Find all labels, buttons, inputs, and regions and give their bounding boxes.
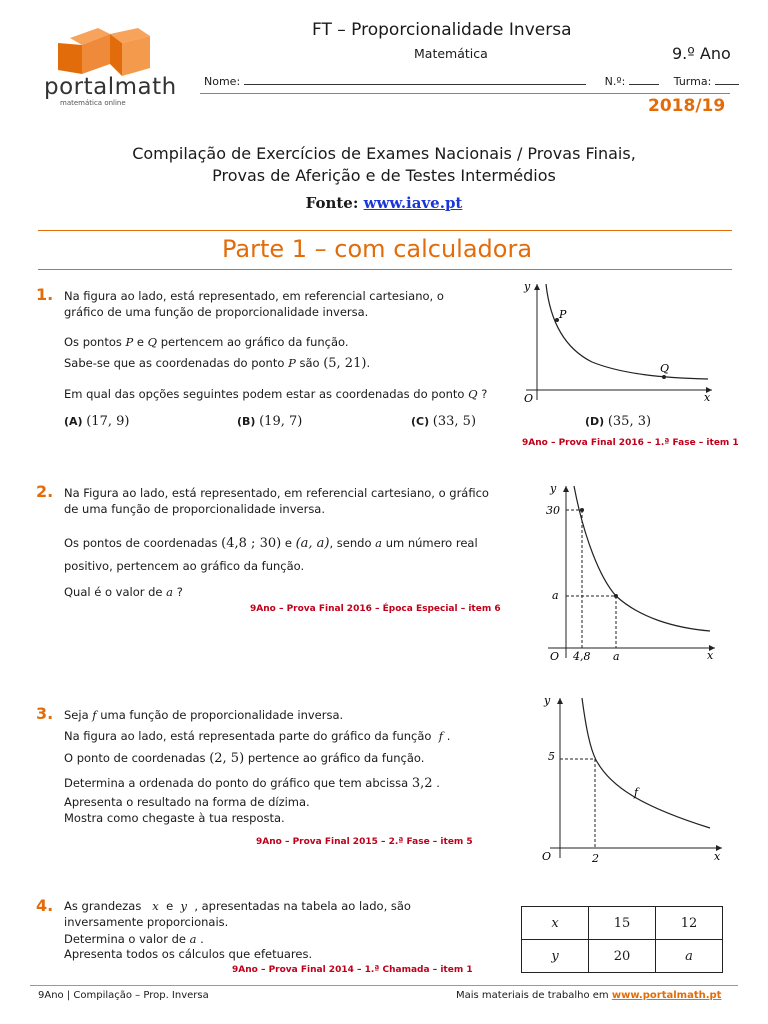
question-2-points: Os pontos de coordenadas (4,8 ; 30) e (a, a), sendo a um número real positivo, pertencem ao gráfico da função. — [64, 536, 478, 573]
question-1-source: 9Ano – Prova Final 2016 – 1.ª Fase – item 1 — [522, 438, 739, 448]
logo-tagline: matemática online — [60, 99, 126, 107]
question-1-option-a[interactable]: (A) (17, 9) — [64, 414, 130, 429]
footer-right-text: Mais materiais de trabalho em — [456, 990, 609, 1001]
class-field-line[interactable] — [715, 74, 739, 85]
source-label: Fonte: — [305, 194, 359, 212]
name-field-label: Nome: — [204, 75, 241, 88]
table-cell: 20 — [589, 940, 656, 973]
table-cell-y-label: y — [522, 940, 589, 973]
graph3-x-2: 2 — [592, 852, 599, 865]
graph3-x-label: x — [714, 850, 721, 863]
graph1-origin-label: O — [524, 392, 534, 405]
graph2-x-48: 4,8 — [573, 650, 591, 663]
compilation-title-line1: Compilação de Exercícios de Exames Nacionais / Provas Finais, — [132, 144, 636, 163]
graph2-x-label: x — [707, 649, 714, 662]
question-2-number: 2. — [36, 482, 54, 501]
portalmath-logo-icon — [58, 28, 150, 78]
question-1-intro: Na figura ao lado, está representado, em referencial cartesiano, o gráfico de uma função de proporcionalidade inversa. — [64, 289, 444, 319]
table-cell: 12 — [656, 907, 723, 940]
footer-left-text: 9Ano | Compilação – Prop. Inversa — [38, 990, 209, 1001]
question-3-source: 9Ano – Prova Final 2015 – 2.ª Fase – item 5 — [256, 837, 473, 847]
part-divider-bottom — [38, 269, 732, 270]
class-field-label: Turma: — [673, 75, 712, 88]
graph3-y-label: y — [544, 694, 551, 707]
graph2-y-30: 30 — [546, 504, 560, 517]
question-4-number: 4. — [36, 896, 54, 915]
source-line — [0, 194, 768, 212]
footer-divider — [30, 985, 738, 986]
question-2-intro: Na Figura ao lado, está representado, em referencial cartesiano, o gráfico de uma função de proporcionalidade inversa. — [64, 486, 489, 516]
grade-label: 9.º Ano — [672, 44, 731, 63]
question-1-points: Os pontos P e Q pertencem ao gráfico da função. — [64, 335, 349, 349]
question-2-source: 9Ano – Prova Final 2016 – Época Especial – item 6 — [250, 604, 501, 614]
question-1-coordinates: Sabe-se que as coordenadas do ponto P são (5, 21). — [64, 356, 371, 371]
question-3-number: 3. — [36, 704, 54, 723]
table-cell: 15 — [589, 907, 656, 940]
source-link[interactable]: www.iave.pt — [363, 194, 463, 212]
question-4-line3: Apresenta todos os cálculos que efetuares. — [64, 947, 313, 961]
question-3-line1: Seja f uma função de proporcionalidade inversa. — [64, 708, 344, 722]
student-fields — [204, 74, 739, 88]
graph1-x-label: x — [704, 391, 711, 404]
question-4-source: 9Ano – Prova Final 2014 – 1.ª Chamada – item 1 — [232, 965, 473, 975]
question-3-line3: O ponto de coordenadas (2, 5) pertence ao gráfico da função. — [64, 751, 425, 766]
graph2-y-a: a — [552, 589, 559, 602]
graph3-y-5: 5 — [548, 750, 555, 763]
table-row — [522, 940, 723, 973]
question-1-option-c[interactable]: (C) (33, 5) — [411, 414, 477, 429]
question-2-graph — [510, 478, 720, 668]
question-1-number: 1. — [36, 285, 54, 304]
graph1-y-label: y — [524, 280, 531, 293]
graph2-y-label: y — [550, 482, 557, 495]
part-title: Parte 1 – com calculadora — [222, 235, 533, 263]
graph1-point-p: P — [559, 308, 567, 321]
graph3-origin-label: O — [542, 850, 552, 863]
subject-label: Matemática — [414, 46, 488, 61]
graph1-point-q: Q — [660, 362, 670, 375]
logo-wordmark: portalmath — [44, 74, 177, 100]
part-divider-top — [38, 230, 732, 231]
question-1-option-d[interactable]: (D) (35, 3) — [585, 414, 652, 429]
graph3-f-label: f — [634, 786, 639, 799]
question-2-prompt: Qual é o valor de a ? — [64, 585, 183, 599]
question-1-option-b[interactable]: (B) (19, 7) — [237, 414, 303, 429]
question-3-line4: Determina a ordenada do ponto do gráfico que tem abcissa 3,2 . — [64, 776, 440, 791]
compilation-title — [40, 143, 728, 187]
footer-link[interactable]: www.portalmath.pt — [611, 990, 722, 1001]
name-field-line[interactable] — [244, 74, 586, 85]
question-3-graph — [530, 688, 730, 868]
question-3-line2: Na figura ao lado, está representada parte do gráfico da função f . — [64, 729, 451, 743]
graph2-x-a: a — [613, 650, 620, 663]
header-divider — [200, 93, 730, 94]
question-4-table — [521, 906, 723, 973]
footer-right — [456, 990, 721, 1001]
worksheet-title: FT – Proporcionalidade Inversa — [312, 20, 572, 40]
table-cell-x-label: x — [522, 907, 589, 940]
table-row — [522, 907, 723, 940]
question-4-line1: As grandezas x e y , apresentadas na tabela ao lado, são inversamente proporcionais. — [64, 899, 411, 929]
graph2-origin-label: O — [550, 650, 560, 663]
question-4-line2: Determina o valor de a . — [64, 932, 204, 946]
school-year: 2018/19 — [648, 96, 726, 116]
number-field-label: N.º: — [604, 75, 626, 88]
question-3-line6: Mostra como chegaste à tua resposta. — [64, 811, 285, 825]
question-1-graph — [512, 276, 722, 406]
question-3-line5: Apresenta o resultado na forma de dízima. — [64, 795, 310, 809]
table-cell: a — [656, 940, 723, 973]
compilation-title-line2: Provas de Aferição e de Testes Intermédios — [212, 166, 556, 185]
number-field-line[interactable] — [629, 74, 659, 85]
question-1-prompt: Em qual das opções seguintes podem estar as coordenadas do ponto Q ? — [64, 387, 488, 401]
